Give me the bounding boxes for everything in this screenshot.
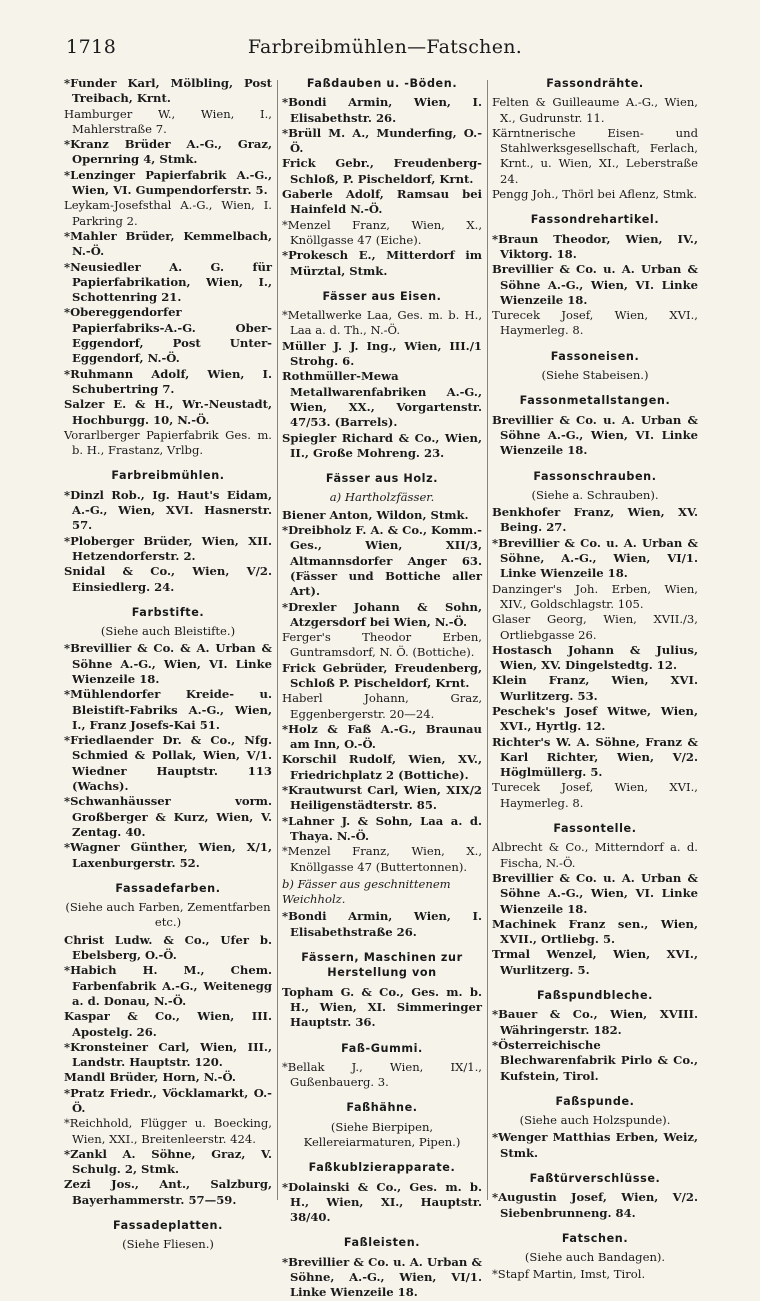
directory-entry: *Augustin Josef, Wien, V/2. Siebenbrunneng. 84. bbox=[492, 1190, 698, 1220]
directory-entry: Snidal & Co., Wien, V/2. Einsiedlerg. 24. bbox=[64, 564, 272, 594]
directory-entry: Albrecht & Co., Mitterndorf a. d. Fischa, N.-Ö. bbox=[492, 840, 698, 870]
directory-entry: *Wenger Matthias Erben, Weiz, Stmk. bbox=[492, 1130, 698, 1160]
directory-entry: Hostasch Johann & Julius, Wien, XV. Dingelstedtg. 12. bbox=[492, 642, 698, 673]
directory-entry: Brevillier & Co. u. A. Urban & Söhne A.-G., Wien, VI. Linke Wienzeile 18. bbox=[492, 262, 698, 307]
section-heading: Faßkublzierapparate. bbox=[308, 1161, 456, 1175]
directory-entry: *Dreibholz F. A. & Co., Komm.-Ges., Wien, XII/3, Altmannsdorfer Anger 63. (Fässer und Bottiche aller Art). bbox=[282, 523, 482, 599]
section-heading: Fassadeplatten. bbox=[113, 1219, 223, 1233]
section-heading: Faßtürverschlüsse. bbox=[529, 1172, 661, 1185]
directory-entry: Brevillier & Co. u. A. Urban & Söhne A.-G., Wien, VI. Linke Wienzeile 18. bbox=[492, 870, 698, 916]
directory-entry: Biener Anton, Wildon, Stmk. bbox=[282, 507, 469, 522]
directory-entry: Salzer E. & H., Wr.-Neustadt, Hochburgg. 10, N.-Ö. bbox=[64, 397, 272, 427]
directory-entry: *Menzel Franz, Wien, X., Knöllgasse 47 (Buttertonnen). bbox=[282, 844, 482, 874]
directory-entry: *Pratz Friedr., Vöcklamarkt, O.-Ö. bbox=[64, 1085, 272, 1115]
directory-entry: *Mühlendorfer Kreide- u. Bleistift-Fabriks A.-G., Wien, I., Franz Josefs-Kai 51. bbox=[64, 687, 272, 732]
directory-entry: Topham G. & Co., Ges. m. b. H., Wien, XI. Simmeringer Hauptstr. 36. bbox=[282, 984, 482, 1030]
directory-entry: Turecek Josef, Wien, XVI., Haymerleg. 8. bbox=[492, 308, 698, 338]
directory-entry: *Obereggendorfer Papierfabriks-A.-G. Ober-Eggendorf, Post Unter-Eggendorf, N.-Ö. bbox=[64, 305, 272, 366]
section-heading: Fassonschrauben. bbox=[533, 469, 657, 483]
directory-entry: *Drexler Johann & Sohn, Atzgersdorf bei Wien, N.-Ö. bbox=[282, 599, 482, 629]
directory-entry: Richter's W. A. Söhne, Franz & Karl Richter, Wien, V/2. Höglmüllerg. 5. bbox=[492, 734, 698, 780]
directory-entry: *Prokesch E., Mitterdorf im Mürztal, Stmk. bbox=[282, 248, 482, 278]
directory-entry: *Krautwurst Carl, Wien, XIX/2 Heiligenstädterstr. 85. bbox=[282, 783, 482, 813]
directory-entry: *Kranz Brüder A.-G., Graz, Opernring 4, Stmk. bbox=[64, 137, 272, 167]
directory-entry: *Kronsteiner Carl, Wien, III., Landstr. Hauptstr. 120. bbox=[64, 1039, 272, 1070]
section-heading: Fassondrehartikel. bbox=[530, 213, 660, 227]
subsection-label: a) Hartholzfässer. bbox=[329, 490, 435, 505]
section-heading: Faßspundbleche. bbox=[536, 989, 654, 1003]
directory-entry: *Bondi Armin, Wien, I. Elisabethstr. 26. bbox=[282, 95, 482, 125]
directory-entry: *Bauer & Co., Wien, XVIII. Währingerstr. 182. bbox=[492, 1007, 698, 1037]
directory-entry: *Holz & Faß A.-G., Braunau am Inn, O.-Ö. bbox=[282, 721, 482, 752]
cross-reference-note: (Siehe auch Farben, Zementfarben etc.) bbox=[65, 900, 271, 930]
section-heading: Fatschen. bbox=[561, 1231, 629, 1245]
directory-entry: Danzinger's Joh. Erben, Wien, XIV., Goldschlagstr. 105. bbox=[492, 581, 698, 611]
directory-entry: *Neusiedler A. G. für Papierfabrikation, Wien, I., Schottenring 21. bbox=[64, 259, 272, 305]
directory-entry: *Funder Karl, Mölbling, Post Treibach, Krnt. bbox=[64, 76, 272, 106]
section-heading: Farbstifte. bbox=[131, 605, 205, 619]
section-heading: Fassondrähte. bbox=[546, 77, 644, 90]
directory-entry: *Ruhmann Adolf, Wien, I. Schubertring 7. bbox=[64, 366, 272, 396]
directory-entry: Peschek's Josef Witwe, Wien, XVI., Hyrtlg. 12. bbox=[492, 703, 698, 734]
section-heading: Fassonmetallstangen. bbox=[519, 394, 671, 408]
directory-entry: Trmal Wenzel, Wien, XVI., Wurlitzerg. 5. bbox=[492, 947, 698, 977]
directory-entry: *Schwanhäusser vorm. Großberger & Kurz, Wien, V. Zentag. 40. bbox=[64, 794, 272, 839]
directory-entry: *Lenzinger Papierfabrik A.-G., Wien, VI. Gumpendorferstr. 5. bbox=[64, 167, 272, 198]
directory-entry: Klein Franz, Wien, XVI. Wurlitzerg. 53. bbox=[492, 673, 698, 703]
section-heading: Fassoneisen. bbox=[550, 349, 640, 363]
directory-entry: *Mahler Brüder, Kemmelbach, N.-Ö. bbox=[64, 228, 272, 259]
column-divider bbox=[487, 80, 488, 1200]
page-number: 1718 bbox=[66, 36, 117, 58]
directory-entry: Hamburger W., Wien, I., Mahlerstraße 7. bbox=[64, 106, 272, 136]
directory-entry: Frick Gebr., Freudenberg-Schloß, P. Pischeldorf, Krnt. bbox=[282, 156, 482, 186]
directory-entry: Kärntnerische Eisen- und Stahlwerksgesellschaft, Ferlach, Krnt., u. Wien, XI., Leberstraße 24. bbox=[492, 125, 698, 186]
section-heading: Fässern, Maschinen zur Herstellung von bbox=[301, 951, 463, 980]
cross-reference-note: (Siehe a. Schrauben). bbox=[531, 487, 659, 502]
section-heading: Fassontelle. bbox=[553, 822, 637, 836]
directory-entry: Christ Ludw. & Co., Ufer b. Ebelsberg, O.-Ö. bbox=[64, 932, 272, 963]
column-middle bbox=[282, 76, 482, 1301]
directory-entry: *Menzel Franz, Wien, X., Knöllgasse 47 (Eiche). bbox=[282, 217, 482, 247]
directory-entry: Korschil Rudolf, Wien, XV., Friedrichplatz 2 (Bottiche). bbox=[282, 752, 482, 782]
directory-entry: *Reichhold, Flügger u. Boecking, Wien, XXI., Breitenleerstr. 424. bbox=[64, 1116, 272, 1146]
cross-reference-note: (Siehe Bierpipen, Kellereiarmaturen, Pipen.) bbox=[303, 1119, 461, 1149]
directory-entry: *Lahner J. & Sohn, Laa a. d. Thaya. N.-Ö. bbox=[282, 813, 482, 843]
section-heading: Faßleisten. bbox=[343, 1236, 421, 1250]
directory-entry: *Brüll M. A., Munderfing, O.-Ö. bbox=[282, 125, 482, 156]
directory-entry: Rothmüller-Mewa Metallwarenfabriken A.-G., Wien, XX., Vorgartenstr. 47/53. (Barrels). bbox=[282, 369, 482, 430]
directory-entry: Benkhofer Franz, Wien, XV. Being. 27. bbox=[492, 505, 698, 535]
directory-entry: *Brevillier & Co. & A. Urban & Söhne A.-G., Wien, VI. Linke Wienzeile 18. bbox=[64, 641, 272, 686]
column-divider bbox=[277, 80, 278, 1200]
section-heading: Faß-Gummi. bbox=[341, 1041, 423, 1055]
directory-entry: *Stapf Martin, Imst, Tirol. bbox=[492, 1267, 646, 1282]
section-heading: Faßspunde. bbox=[555, 1094, 635, 1108]
directory-entry: Turecek Josef, Wien, XVI., Haymerleg. 8. bbox=[492, 780, 698, 810]
subsection-label: b) Fässer aus geschnittenem Weichholz. bbox=[282, 876, 451, 907]
directory-entry: Zezi Jos., Ant., Salzburg, Bayerhammerstr. 57—59. bbox=[64, 1177, 272, 1207]
column-right bbox=[492, 76, 698, 1283]
directory-entry: Frick Gebrüder, Freudenberg, Schloß P. Pischeldorf, Krnt. bbox=[282, 660, 482, 690]
directory-entry: *Bellak J., Wien, IX/1., Gußenbauerg. 3. bbox=[282, 1059, 482, 1090]
column-left bbox=[64, 76, 272, 1255]
directory-entry: Glaser Georg, Wien, XVII./3, Ortliebgasse 26. bbox=[492, 612, 698, 642]
page-header bbox=[60, 26, 710, 66]
cross-reference-note: (Siehe Fliesen.) bbox=[122, 1237, 214, 1252]
cross-reference-note: (Siehe Stabeisen.) bbox=[541, 368, 649, 383]
directory-entry: Ferger's Theodor Erben, Guntramsdorf, N. Ö. (Bottiche). bbox=[282, 630, 482, 660]
directory-entry: *Brevillier & Co. u. A. Urban & Söhne, A.-G., Wien, VI/1. Linke Wienzeile 18. bbox=[282, 1254, 482, 1300]
running-title: Farbreibmühlen—Fatschen. bbox=[247, 36, 523, 58]
directory-entry: Vorarlberger Papierfabrik Ges. m. b. H., Frastanz, Vrlbg. bbox=[64, 427, 272, 458]
section-heading: Faßdauben u. -Böden. bbox=[306, 77, 458, 90]
directory-entry: *Metallwerke Laa, Ges. m. b. H., Laa a. d. Th., N.-Ö. bbox=[282, 308, 482, 338]
directory-entry: Müller J. J. Ing., Wien, III./1 Strohg. 6. bbox=[282, 338, 482, 369]
cross-reference-note: (Siehe auch Holzspunde). bbox=[519, 1113, 671, 1128]
directory-entry: *Brevillier & Co. u. A. Urban & Söhne, A.-G., Wien, VI/1. Linke Wienzeile 18. bbox=[492, 535, 698, 581]
cross-reference-note: (Siehe auch Bleistifte.) bbox=[100, 624, 236, 639]
directory-entry: Kaspar & Co., Wien, III. Apostelg. 26. bbox=[64, 1009, 272, 1039]
directory-entry: *Österreichische Blechwarenfabrik Pirlo & Co., Kufstein, Tirol. bbox=[492, 1037, 698, 1083]
directory-entry: *Braun Theodor, Wien, IV., Viktorg. 18. bbox=[492, 231, 698, 261]
directory-entry: *Friedlaender Dr. & Co., Nfg. Schmied & Pollak, Wien, V/1. Wiedner Hauptstr. 113 (Wachs). bbox=[64, 733, 272, 794]
directory-entry: Pengg Joh., Thörl bei Aflenz, Stmk. bbox=[492, 187, 698, 202]
cross-reference-note: (Siehe auch Bandagen). bbox=[524, 1250, 666, 1265]
section-heading: Faßhähne. bbox=[346, 1101, 418, 1115]
directory-entry: *Dolainski & Co., Ges. m. b. H., Wien, XI., Hauptstr. 38/40. bbox=[282, 1179, 482, 1225]
directory-entry: Leykam-Josefsthal A.-G., Wien, I. Parkring 2. bbox=[64, 198, 272, 228]
directory-entry: Felten & Guilleaume A.-G., Wien, X., Gudrunstr. 11. bbox=[492, 95, 698, 125]
section-heading: Fassadefarben. bbox=[115, 881, 221, 895]
section-heading: Farbreibmühlen. bbox=[111, 469, 225, 483]
directory-entry: *Bondi Armin, Wien, I. Elisabethstraße 26. bbox=[282, 909, 482, 939]
section-heading: Fässer aus Eisen. bbox=[322, 289, 442, 303]
directory-entry: *Habich H. M., Chem. Farbenfabrik A.-G., Weitenegg a. d. Donau, N.-Ö. bbox=[64, 963, 272, 1008]
section-heading: Fässer aus Holz. bbox=[325, 472, 439, 486]
directory-entry: Machinek Franz sen., Wien, XVII., Ortliebg. 5. bbox=[492, 916, 698, 947]
directory-entry: *Wagner Günther, Wien, X/1, Laxenburgerstr. 52. bbox=[64, 840, 272, 870]
directory-entry: Brevillier & Co. u. A. Urban & Söhne A.-G., Wien, VI. Linke Wienzeile 18. bbox=[492, 412, 698, 458]
directory-entry: Haberl Johann, Graz, Eggenbergerstr. 20—24. bbox=[282, 691, 482, 721]
directory-entry: *Zankl A. Söhne, Graz, V. Schulg. 2, Stmk. bbox=[64, 1146, 272, 1177]
directory-entry: Mandl Brüder, Horn, N.-Ö. bbox=[64, 1070, 236, 1085]
directory-entry: Gaberle Adolf, Ramsau bei Hainfeld N.-Ö. bbox=[282, 187, 482, 217]
directory-entry: *Dinzl Rob., Ig. Haut's Eidam, A.-G., Wien, XVI. Hasnerstr. 57. bbox=[64, 487, 272, 533]
directory-entry: Spiegler Richard & Co., Wien, II., Große Mohreng. 23. bbox=[282, 430, 482, 460]
directory-entry: *Ploberger Brüder, Wien, XII. Hetzendorferstr. 2. bbox=[64, 533, 272, 563]
